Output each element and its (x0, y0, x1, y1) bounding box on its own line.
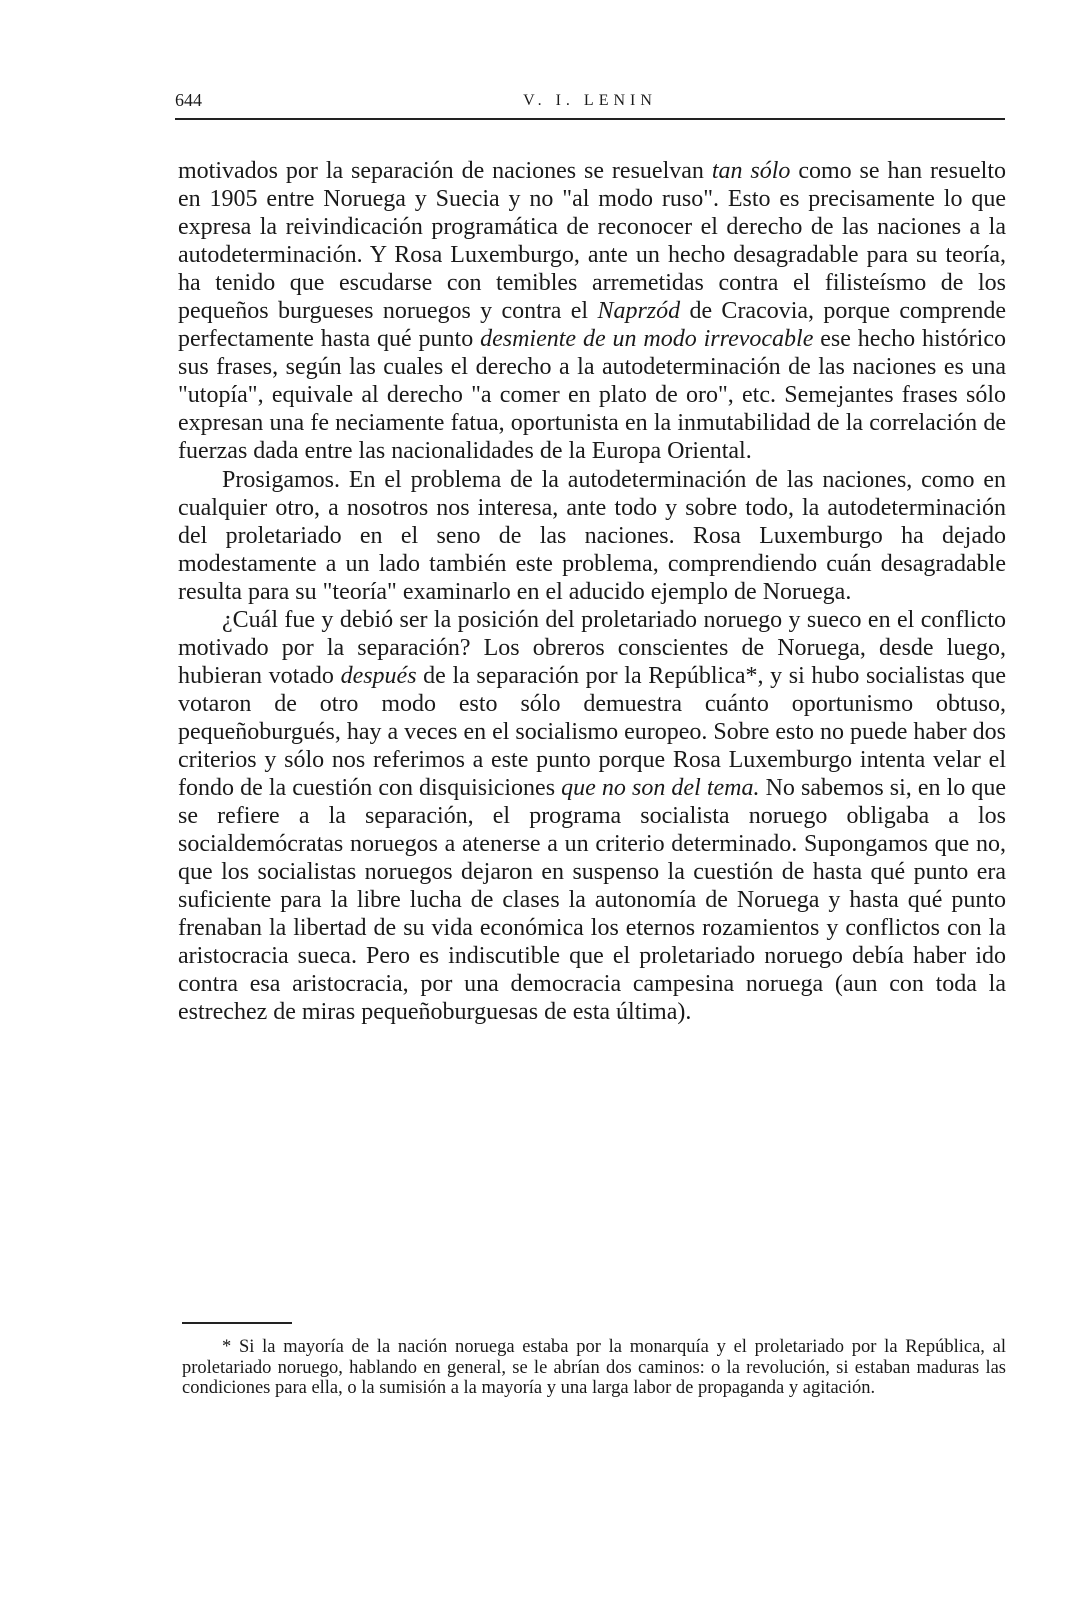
footnote-rule (182, 1322, 292, 1324)
text-segment: de Cracovia, porque comprende perfectamente hasta qué punto (178, 298, 1006, 353)
paragraph (178, 606, 1006, 1027)
footnote-text: * Si la mayoría de la nación noruega estaba por la monarquía y el proletariado por la República, al proletariado noruego, hablando en general, se le abrían dos caminos: o la revolución, si estaban maduras las condiciones para ella, o la sumisión a la mayoría y una larga labor de propaganda y agitación. (182, 1337, 1006, 1399)
text-segment: ese hecho histórico sus frases, según las cuales el derecho a la autodeterminación de las naciones es una "utopía", equivale al derecho "a comer en plato de oro", etc. Semejantes frases sólo expresan una fe neciamente fatua, oportunista en la inmutabilidad de la correlación de fuerzas dada entre las nacionalidades de la Europa Oriental. (178, 326, 1006, 465)
italic-text: desmiente de un modo irrevocable (480, 326, 814, 353)
text-segment: como se han resuelto en 1905 entre Noruega y Suecia y no "al modo ruso". Esto es precisamente lo que expresa la reivindicación programática de reconocer el derecho de las naciones a la autodeterminación. Y Rosa Luxemburgo, ante un hecho desagradable para su teoría, ha tenido que escudarse con temibles arremetidas contra el filisteísmo de los pequeños burgueses noruegos y contra el (178, 158, 1007, 325)
text-segment: de la separación por la República*, y si hubo socialistas que votaron de otro modo esto sólo demuestra cuánto oportunismo obtuso, pequeñoburgués, hay a veces en el socialismo europeo. Sobre esto no puede haber dos criterios y sólo nos referimos a este punto porque Rosa Luxemburgo intenta velar el fondo de la cuestión con disquisiciones (178, 662, 1006, 802)
footnote (182, 1337, 1006, 1399)
italic-text: después (340, 662, 417, 689)
italic-text: Naprzód (597, 298, 681, 325)
text-segment: Prosigamos. En el problema de la autodeterminación de las naciones, como en cualquier otro, a nosotros nos interesa, ante todo y sobre todo, la autodeterminación del proletariado en el seno de las naciones. Rosa Luxemburgo ha dejado modestamente a un lado también este problema, comprendiendo cuán desagradable resulta para su "teoría" examinarlo en el aducido ejemplo de Noruega. (178, 466, 1006, 605)
paragraph (178, 466, 1006, 606)
body-text (178, 157, 1006, 1026)
page-number: 644 (175, 90, 202, 110)
text-segment: ¿Cuál fue y debió ser la posición del proletariado noruego y sueco en el conflicto motivado por la separación? Los obreros conscientes de Noruega, desde luego, hubieran votado (178, 606, 1006, 689)
page-header (175, 88, 1005, 120)
italic-text: que no son del tema. (561, 775, 760, 802)
running-head: V. I. LENIN (523, 92, 657, 109)
text-segment: No sabemos si, en lo que se refiere a la separación, el programa socialista noruego obligaba a los socialdemócratas noruegos a atenerse a un criterio determinado. Supongamos que no, que los socialistas noruegos dejaron en suspenso la cuestión de hasta qué punto era suficiente para la libre lucha de clases la autonomía de Noruega y hasta qué punto frenaban la libertad de su vida económica los eternos rozamientos y conflictos con la aristocracia sueca. Pero es indiscutible que el proletariado noruego debía haber ido contra esa aristocracia, por una democracia campesina noruega (aun con toda la estrechez de miras pequeñoburguesas de esta última). (178, 775, 1007, 1026)
paragraph (178, 157, 1006, 466)
text-segment: motivados por la separación de naciones se resuelvan (178, 158, 712, 184)
italic-text: tan sólo (711, 158, 791, 184)
